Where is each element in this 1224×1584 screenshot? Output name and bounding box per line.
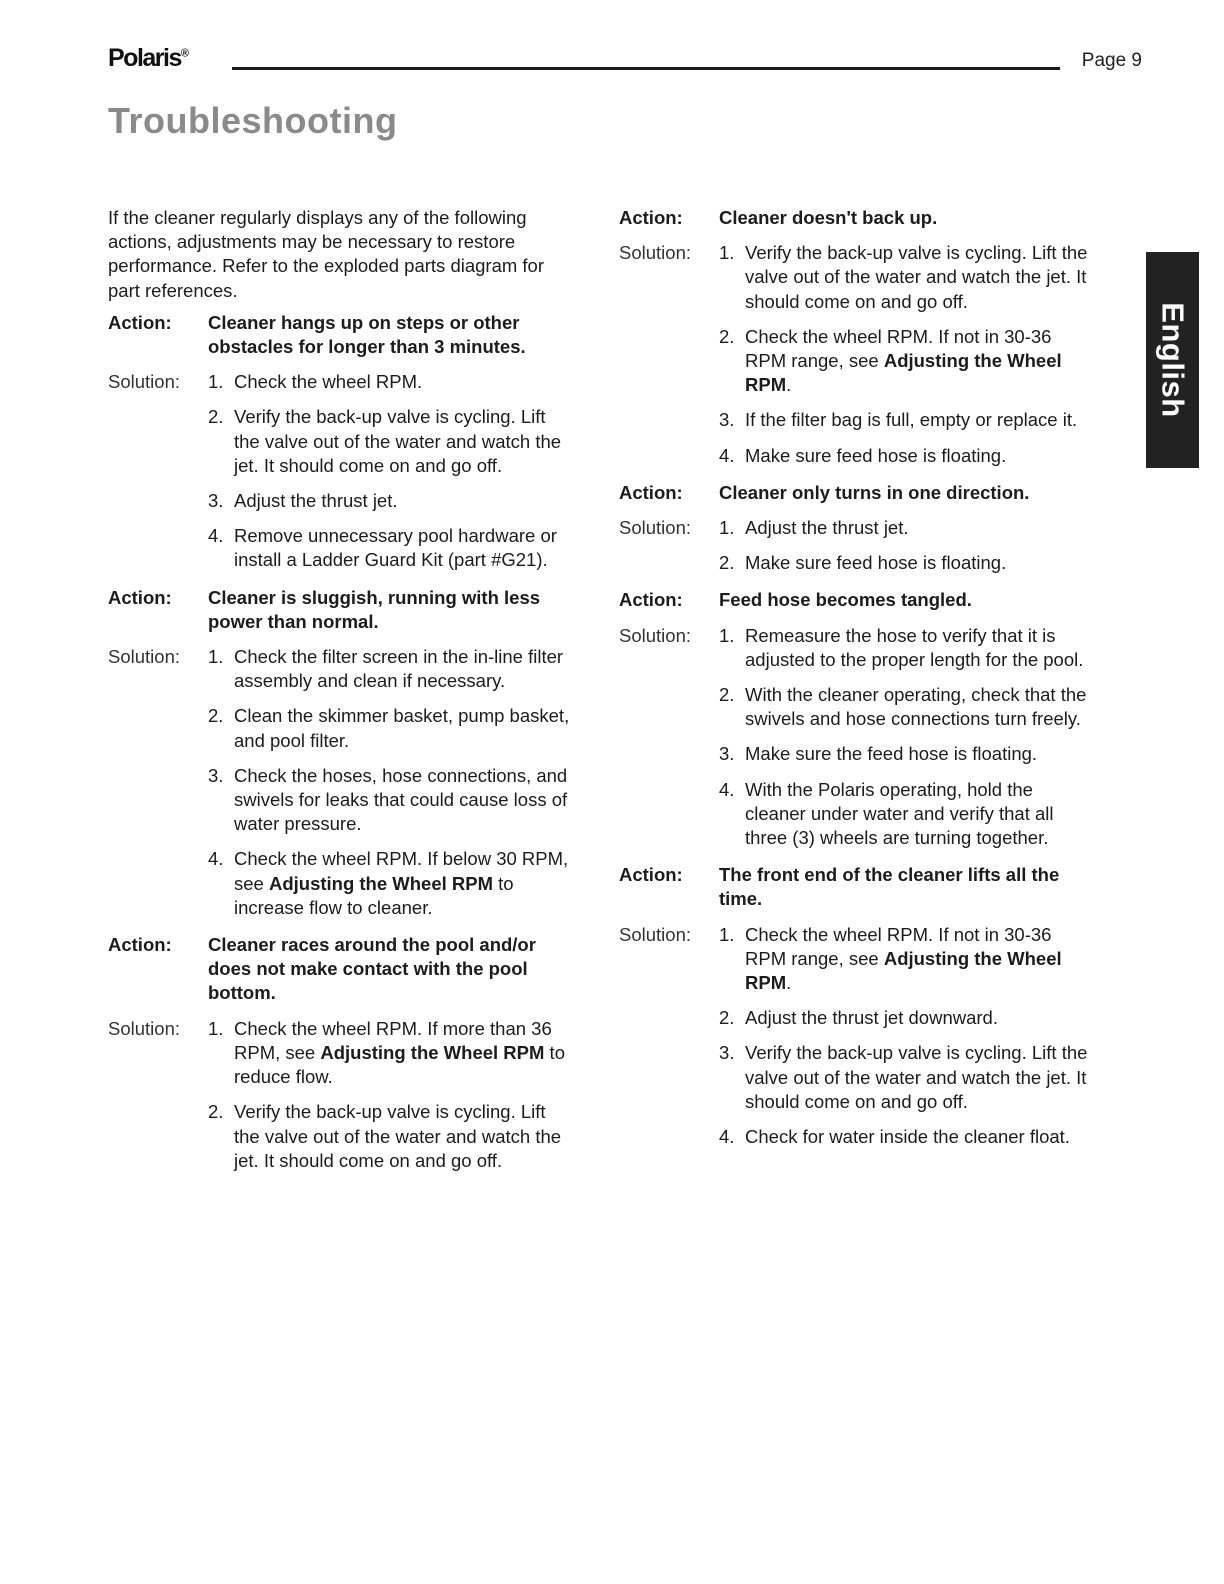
step-text [745,1125,1089,1149]
solution-row [619,624,1089,862]
action-row [619,588,1089,612]
right-column [619,206,1089,1162]
step-text-main: Adjust the thrust jet downward. [745,1007,998,1029]
left-column [108,206,574,1186]
right-blocks-block-1 [619,206,1089,479]
solution-step [719,408,1089,432]
step-text [234,1100,574,1173]
step-text [745,1006,1089,1030]
intro-paragraph: If the cleaner regularly displays any of the following actions, adjustments may be necessary to restore performance. Refer to the exploded parts diagram for part references. [108,207,545,301]
step-number: 4. [208,848,224,870]
action-text: Feed hose becomes tangled. [719,589,972,611]
step-number: 3. [719,743,735,765]
solution-label: Solution: [619,923,691,945]
step-text-main: Verify the back-up valve is cycling. Lift the valve out of the water and watch the jet. It should come on and go off. [234,406,562,476]
step-text-tail: to increase flow to cleaner. [234,872,514,918]
right-blocks-block-3 [619,588,1089,861]
step-text-main: Remeasure the hose to verify that it is adjusted to the proper length for the pool. [745,624,1084,670]
step-text [745,444,1089,468]
solution-step [719,778,1089,851]
action-text: Cleaner doesn't back up. [719,207,938,228]
step-number: 1. [719,242,735,264]
action-text: Cleaner is sluggish, running with less power than normal. [208,586,541,632]
left-blocks [108,311,574,1184]
language-tab-label: English [1155,302,1191,418]
step-text [745,241,1089,314]
solution-step [719,516,1089,540]
solution-step [208,405,574,478]
solution-step [208,764,574,837]
step-text-main: Make sure the feed hose is floating. [745,743,1038,765]
solution-steps [208,1017,574,1184]
step-number: 2. [208,1101,224,1123]
step-text [745,778,1089,851]
solution-label: Solution: [619,624,691,646]
step-number: 4. [719,1126,735,1148]
step-text-main: Remove unnecessary pool hardware or install a Ladder Guard Kit (part #G21). [234,525,557,571]
step-text [234,645,574,693]
step-number: 1. [208,1017,224,1039]
solution-step [719,923,1089,996]
solution-step [719,1006,1089,1030]
solution-step [208,1017,574,1090]
step-text [745,683,1089,731]
step-number: 4. [719,778,735,800]
step-number: 3. [208,490,224,512]
step-number: 2. [719,684,735,706]
step-number: 2. [719,1007,735,1029]
step-text [234,489,574,513]
page-number: Page 9 [1081,50,1142,71]
action-text: Cleaner races around the pool and/or does not make contact with the pool bottom. [208,934,536,1004]
step-number: 1. [208,371,224,393]
left-blocks-block-2 [108,586,574,931]
action-row [108,933,574,1006]
step-text-main: If the filter bag is full, empty or replace it. [745,409,1078,431]
step-text-main: Make sure feed hose is floating. [745,444,1007,466]
solution-step [208,524,574,572]
solution-step [719,624,1089,672]
solution-label: Solution: [108,371,180,393]
polaris-logo [108,44,187,73]
step-text [234,405,574,478]
step-number: 4. [208,525,224,547]
action-label: Action: [619,864,683,886]
step-number: 1. [719,923,735,945]
step-text-tail: . [786,374,792,396]
solution-steps [208,370,574,583]
step-text-main: Check the wheel RPM. If not in 30-36 RPM range, see [745,325,1052,372]
solution-step [719,683,1089,731]
step-text-main: With the cleaner operating, check that the swivels and hose connections turn freely. [745,684,1087,730]
solution-step [208,645,574,693]
step-text-main: Verify the back-up valve is cycling. Lift the valve out of the water and watch the jet. It should come on and go off. [234,1101,562,1171]
action-label: Action: [619,207,683,228]
page-title: Troubleshooting [108,100,398,141]
step-number: 2. [719,325,735,347]
step-text [745,624,1089,672]
right-blocks-block-2 [619,481,1089,587]
step-text-main: Verify the back-up valve is cycling. Lift the valve out of the water and watch the jet. It should come on and go off. [745,242,1088,312]
action-text: The front end of the cleaner lifts all the time. [719,864,1060,910]
step-text [745,742,1089,766]
step-text-main: Check the wheel RPM. [234,371,423,393]
step-text [745,325,1089,398]
step-number: 2. [208,705,224,727]
step-number: 2. [208,406,224,428]
step-number: 3. [719,1042,735,1064]
header-rule [232,67,1060,70]
solution-step [719,241,1089,314]
solution-row [619,516,1089,586]
solution-label: Solution: [108,646,180,668]
step-text [234,1017,574,1090]
solution-label: Solution: [619,242,691,264]
solution-row [108,370,574,583]
step-text-emphasis: Adjusting the Wheel RPM [268,872,494,894]
step-number: 2. [719,552,735,574]
step-text-main: Adjust the thrust jet. [745,517,909,539]
step-text [234,370,574,394]
solution-steps [719,624,1089,862]
action-label: Action: [108,586,172,608]
action-row [619,206,1089,230]
step-number: 3. [719,409,735,431]
step-text-main: Clean the skimmer basket, pump basket, and pool filter. [234,705,570,751]
brand-mark: ® [180,47,188,60]
step-text-main: Check the wheel RPM. If not in 30-36 RPM range, see [745,923,1052,969]
solution-row [108,645,574,931]
step-text-main: Make sure feed hose is floating. [745,552,1007,574]
left-blocks-block-1 [108,311,574,584]
solution-label: Solution: [619,517,691,539]
step-text-emphasis: Adjusting the Wheel RPM [320,1041,545,1063]
step-number: 3. [208,764,224,786]
step-text-emphasis: Adjusting the Wheel RPM [745,947,1062,994]
step-text [745,1041,1089,1114]
solution-step [208,370,574,394]
right-blocks-block-4 [619,863,1089,1160]
solution-step [719,444,1089,468]
step-text-main: Check the hoses, hose connections, and swivels for leaks that could cause loss of water pressure. [234,764,568,835]
step-text-main: Verify the back-up valve is cycling. Lift the valve out of the water and watch the jet. It should come on and go off. [745,1042,1088,1112]
action-row [108,586,574,634]
step-text-main: Check for water inside the cleaner float. [745,1126,1070,1148]
solution-steps [719,241,1089,479]
step-text [745,516,1089,540]
step-text-emphasis: Adjusting the Wheel RPM [745,350,1062,396]
step-text [234,704,574,752]
action-row [619,481,1089,505]
step-text [745,923,1089,996]
action-row [108,311,574,359]
action-label: Action: [619,481,683,503]
right-blocks [619,206,1089,1160]
solution-label: Solution: [108,1017,180,1039]
solution-row [108,1017,574,1184]
action-label: Action: [108,934,172,956]
solution-step [719,325,1089,398]
language-tab [1146,252,1199,468]
solution-step [719,1041,1089,1114]
step-number: 1. [719,624,735,646]
step-number: 1. [719,517,735,539]
action-row [619,863,1089,911]
step-text-main: With the Polaris operating, hold the cleaner under water and verify that all three (3) wheels are turning together. [745,778,1054,849]
step-number: 4. [719,444,735,466]
solution-step [208,847,574,920]
action-label: Action: [619,589,683,611]
step-text [234,524,574,572]
step-text [745,551,1089,575]
step-number: 1. [208,646,224,668]
solution-steps [208,645,574,931]
step-text-main: Adjust the thrust jet. [234,490,398,512]
solution-step [208,704,574,752]
step-text-tail: . [786,972,792,994]
step-text-main: Check the wheel RPM. If more than 36 RPM, see [234,1017,552,1063]
solution-row [619,923,1089,1161]
solution-steps [719,516,1089,586]
step-text [745,408,1089,432]
solution-step [208,1100,574,1173]
step-text-tail: to reduce flow. [234,1041,565,1088]
step-text [234,764,574,837]
solution-step [719,1125,1089,1149]
action-text: Cleaner hangs up on steps or other obstacles for longer than 3 minutes. [208,311,526,358]
left-blocks-block-3 [108,933,574,1184]
step-text-main: Check the filter screen in the in-line filter assembly and clean if necessary. [234,646,564,692]
action-label: Action: [108,311,172,333]
step-text-main: Check the wheel RPM. If below 30 RPM, see [234,848,569,894]
action-text: Cleaner only turns in one direction. [719,481,1030,503]
solution-step [208,489,574,513]
solution-steps [719,923,1089,1161]
solution-row [619,241,1089,479]
step-text [234,847,574,920]
brand-name: Polaris [108,44,181,72]
solution-step [719,742,1089,766]
solution-step [719,551,1089,575]
